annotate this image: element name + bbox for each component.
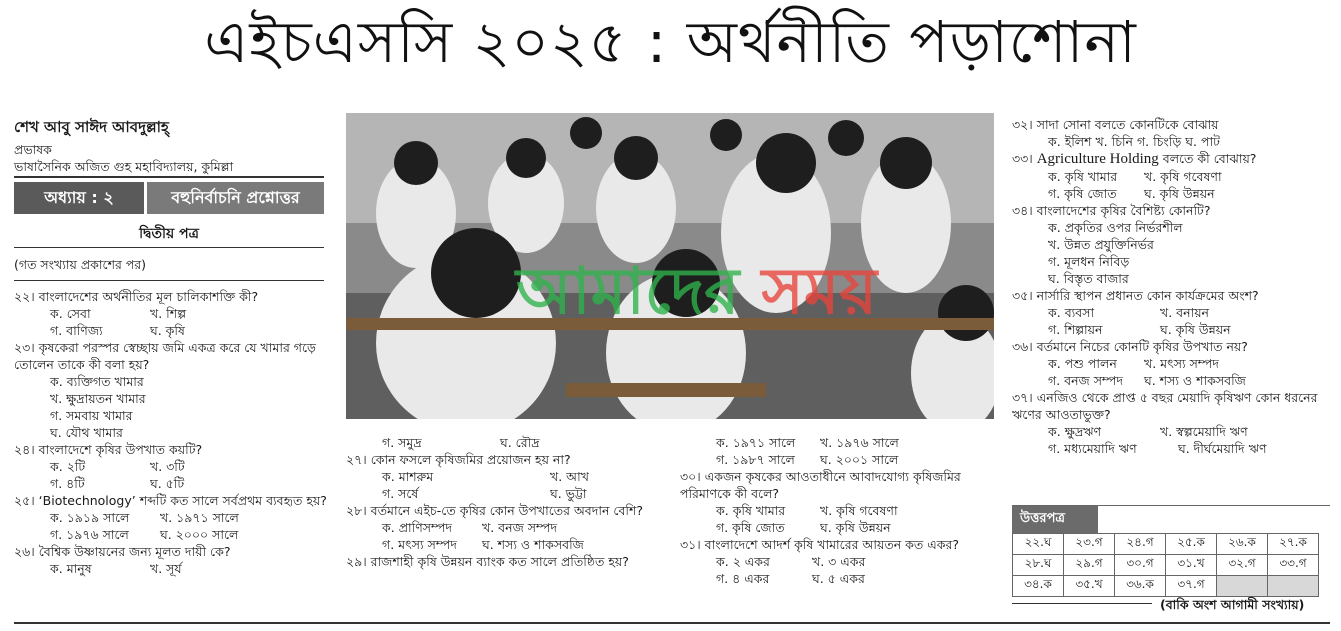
answer-key: [1012, 505, 1330, 597]
author-designation: প্রভাষক: [14, 142, 52, 157]
option: ঘ. শস্য ও শাকসবজি: [1144, 373, 1246, 388]
option: খ. ৩ একর: [812, 554, 866, 569]
option: গ. শিল্পায়ন: [1048, 322, 1103, 337]
answer-cell: ২৬.ক: [1217, 534, 1268, 555]
answer-cell: ৩১.খ: [1166, 555, 1217, 576]
option: খ. উন্নত প্রযুক্তিনির্ভর: [1048, 237, 1154, 252]
option: খ. কৃষি গবেষণা: [820, 503, 898, 518]
option: ক. কৃষি খামার: [1048, 169, 1118, 184]
option: ঘ. বিস্তৃত বাজার: [1048, 271, 1129, 286]
question-34: [1012, 202, 1330, 287]
option: খ. শিল্প: [150, 306, 187, 321]
option: খ. ৩টি: [150, 459, 185, 474]
question-tail: বলতে কী বোঝায়?: [1162, 151, 1257, 166]
answer-cell: ৩৩.গ: [1268, 555, 1319, 576]
option: ঘ. ২০০১ সালে: [820, 452, 899, 467]
question-25: [14, 492, 332, 543]
option: গ. চিংড়ি: [1136, 134, 1182, 149]
option: গ. ১৯৭৬ সালে: [50, 527, 129, 542]
question-32-options: [1012, 133, 1330, 150]
question-27: [346, 451, 664, 502]
option: ঘ. কৃষি উন্নয়ন: [820, 520, 891, 535]
question-text: ২৭। কোন ফসলে কৃষিজমির প্রয়োজন হয় না?: [346, 452, 571, 467]
answer-cell-empty: [1217, 576, 1268, 597]
divider: [14, 280, 324, 281]
answer-cell: ২৮.ঘ: [1013, 555, 1064, 576]
answer-cell: ৩৭.গ: [1166, 576, 1217, 597]
question-23: [14, 339, 332, 441]
question-text: ২৩। কৃষকেরা পরস্পর স্বেচ্ছায় জমি একত্র করে যে খামার গড়ে তোলেন তাকে কী বলা হয়?: [14, 340, 316, 372]
question-32: [1012, 116, 1330, 150]
option: গ. সমবায় খামার: [50, 408, 133, 423]
answer-cell-empty: [1268, 576, 1319, 597]
option: ঘ. ৫ একর: [812, 571, 865, 586]
question-text: ৩৭। এনজিও থেকে প্রাপ্ত ৫ বছর মেয়াদি কৃষিঋণ কোন ধরনের ঋণের আওতাভুক্ত?: [1012, 390, 1318, 422]
question-text: ২৮। বর্তমানে এইচ-তে কৃষির কোন উপখাতের অবদান বেশি?: [346, 503, 644, 518]
question-29: [346, 553, 664, 570]
option: গ. ৪ একর: [716, 571, 770, 586]
author-institution: ভাষাসৈনিক অজিত গুহ মহাবিদ্যালয়, কুমিল্লা: [14, 159, 234, 174]
table-row: [1013, 576, 1319, 597]
paper-title: দ্বিতীয় পত্র: [139, 226, 199, 242]
question-text: ৩২। সাদা সোনা বলতে কোনটিকে বোঝায়: [1012, 117, 1219, 132]
option: খ. আখ: [550, 469, 589, 484]
question-text: ২৬। বৈশ্বিক উষ্ণায়নের জন্য মূলত দায়ী কে?: [14, 544, 231, 559]
option: ক. মাশরুম: [382, 469, 434, 484]
table-row: [1013, 534, 1319, 555]
question-text: ২২। বাংলাদেশের অর্থনীতির মূল চালিকাশক্তি কী?: [14, 289, 259, 304]
option: ঘ. কৃষি উন্নয়ন: [1160, 322, 1231, 337]
answer-table: [1012, 533, 1319, 597]
continuation-note: (গত সংখ্যায় প্রকাশের পর): [14, 257, 147, 272]
answer-cell: ২৫.ক: [1166, 534, 1217, 555]
page-headline: এইচএসসি ২০২৫ : অর্থনীতি পড়াশোনা: [204, 8, 1137, 76]
option: ঘ. ২০০০ সালে: [160, 527, 239, 542]
answer-cell: ৩২.গ: [1217, 555, 1268, 576]
question-35: [1012, 287, 1330, 338]
option: ঘ. পাট: [1185, 134, 1220, 149]
answer-cell: ৩৬.ক: [1115, 576, 1166, 597]
option: ক. সেবা: [50, 306, 91, 321]
question-37: [1012, 389, 1330, 457]
option: ক. প্রকৃতির ওপর নির্ভরশীল: [1048, 220, 1183, 235]
answer-cell: ২৭.ক: [1268, 534, 1319, 555]
chapter-title: বহুনির্বাচনি প্রশ্নোত্তর: [147, 182, 324, 214]
answer-cell: ৩৫.খ: [1064, 576, 1115, 597]
table-row: [1013, 555, 1319, 576]
questions-col1: [14, 288, 332, 577]
option: ক. ক্ষুদ্রঋণ: [1048, 424, 1102, 439]
author-block: [14, 116, 324, 175]
author-name: শেখ আবু সাঈদ আবদুল্লাহ্: [14, 118, 169, 136]
question-36: [1012, 338, 1330, 389]
option: ঘ. ভুট্টা: [550, 486, 587, 501]
exam-hall-photo: [346, 113, 994, 419]
question-text: ৩৬। বর্তমানে নিচের কোনটি কৃষির উপখাত নয়?: [1012, 339, 1248, 354]
answer-cell: ২২.ঘ: [1013, 534, 1064, 555]
option: গ. ৪টি: [50, 476, 85, 491]
question-30: [680, 468, 998, 536]
question-28: [346, 502, 664, 553]
option: ঘ. দীর্ঘমেয়াদি ঋণ: [1178, 441, 1267, 456]
continued-next-issue: (বাকি অংশ আগামী সংখ্যায়): [1160, 597, 1305, 612]
answer-key-title: উত্তরপত্র: [1012, 506, 1098, 533]
option: খ. ১৯৭৬ সালে: [820, 435, 899, 450]
option: ক. ২ একর: [716, 554, 770, 569]
option: খ. স্বল্পমেয়াদি ঋণ: [1160, 424, 1248, 439]
option: গ. মধ্যমেয়াদি ঋণ: [1048, 441, 1137, 456]
question-24: [14, 441, 332, 492]
option: ক. ২টি: [50, 459, 86, 474]
divider: [14, 247, 324, 248]
option: গ. সর্ষে: [382, 486, 419, 501]
divider: [1012, 603, 1152, 604]
option: গ. কৃষি জোত: [716, 520, 785, 535]
option: গ. সমুদ্র: [382, 435, 422, 450]
divider: [14, 176, 324, 178]
chapter-number: অধ্যায় : ২: [14, 182, 144, 214]
option: ক. ১৯৭১ সালে: [716, 435, 796, 450]
chapter-banner: [14, 182, 324, 214]
question-text: ৩৫। নার্সারি স্থাপন প্রধানত কোন কার্যক্রমের অংশ?: [1012, 288, 1259, 303]
option: ঘ. রৌদ্র: [500, 435, 540, 450]
option: ক. ব্যক্তিগত খামার: [50, 374, 144, 389]
option: গ. কৃষি জোত: [1048, 186, 1117, 201]
option: ঘ. শস্য ও শাকসবজি: [482, 537, 584, 552]
option: খ. বনজ সম্পদ: [482, 520, 558, 535]
question-31: [680, 536, 998, 587]
answer-cell: ৩৪.ক: [1013, 576, 1064, 597]
question-text: ৩৪। বাংলাদেশের কৃষির বৈশিষ্ট্য কোনটি?: [1012, 203, 1211, 218]
option: ক. ব্যবসা: [1048, 305, 1095, 320]
option: ঘ. কৃষি উন্নয়ন: [1144, 186, 1215, 201]
question-29-options: [680, 434, 998, 468]
questions-col3: [680, 434, 998, 587]
bottom-rule: [14, 622, 1330, 624]
question-text: ৩১। বাংলাদেশে আদর্শ কৃষি খামারের আয়তন কত একর?: [680, 537, 960, 552]
option: খ. কৃষি গবেষণা: [1144, 169, 1222, 184]
option: ক. মানুষ: [50, 561, 92, 576]
option: গ. মৎস্য সম্পদ: [382, 537, 457, 552]
photo-watermark: আমাদের সময়: [516, 255, 878, 329]
question-number: ৩৩।: [1012, 151, 1033, 166]
answer-cell: ৩০.গ: [1115, 555, 1166, 576]
option: ক. প্রাণিসম্পদ: [382, 520, 453, 535]
answer-cell: ২৪.গ: [1115, 534, 1166, 555]
option: খ. ক্ষুদ্রায়তন খামার: [50, 391, 146, 406]
question-text: ৩০। একজন কৃষকের আওতাধীনে আবাদযোগ্য কৃষিজমির পরিমাণকে কী বলে?: [680, 469, 961, 501]
option: গ. মূলধন নিবিড়: [1048, 254, 1130, 269]
question-text: ২৪। বাংলাদেশে কৃষির উপখাত কয়টি?: [14, 442, 203, 457]
option: খ. মৎস্য সম্পদ: [1144, 356, 1219, 371]
question-22: [14, 288, 332, 339]
question-33: [1012, 150, 1330, 202]
option: ক. ইলিশ: [1048, 134, 1092, 149]
option: ক. ১৯১৯ সালে: [50, 510, 130, 525]
option: গ. বাণিজ্য: [50, 323, 103, 338]
question-english-term: Agriculture Holding: [1036, 151, 1159, 167]
answer-cell: ২৩.গ: [1064, 534, 1115, 555]
option: গ. বনজ সম্পদ: [1048, 373, 1124, 388]
question-text: ২৫। ‘Biotechnology’ শব্দটি কত সালে সর্বপ্রথম ব্যবহৃত হয়?: [14, 493, 327, 508]
option: ক. পশু পালন: [1048, 356, 1117, 371]
option: খ. চিনি: [1095, 134, 1133, 149]
question-text: [1012, 150, 1330, 168]
option: খ. বনায়ন: [1160, 305, 1210, 320]
question-26-cont: [346, 434, 664, 451]
option: ঘ. যৌথ খামার: [50, 425, 123, 440]
option: খ. ১৯৭১ সালে: [160, 510, 239, 525]
questions-col4: [1012, 116, 1330, 457]
question-26: [14, 543, 332, 577]
question-text: ২৯। রাজশাহী কৃষি উন্নয়ন ব্যাংক কত সালে প্রতিষ্ঠিত হয়?: [346, 554, 629, 569]
option: গ. ১৯৮৭ সালে: [716, 452, 795, 467]
option: ক. কৃষি খামার: [716, 503, 786, 518]
answer-cell: ২৯.গ: [1064, 555, 1115, 576]
option: খ. সূর্য: [150, 561, 182, 576]
option: ঘ. কৃষি: [150, 323, 185, 338]
option: ঘ. ৫টি: [150, 476, 185, 491]
questions-col2: [346, 434, 664, 570]
